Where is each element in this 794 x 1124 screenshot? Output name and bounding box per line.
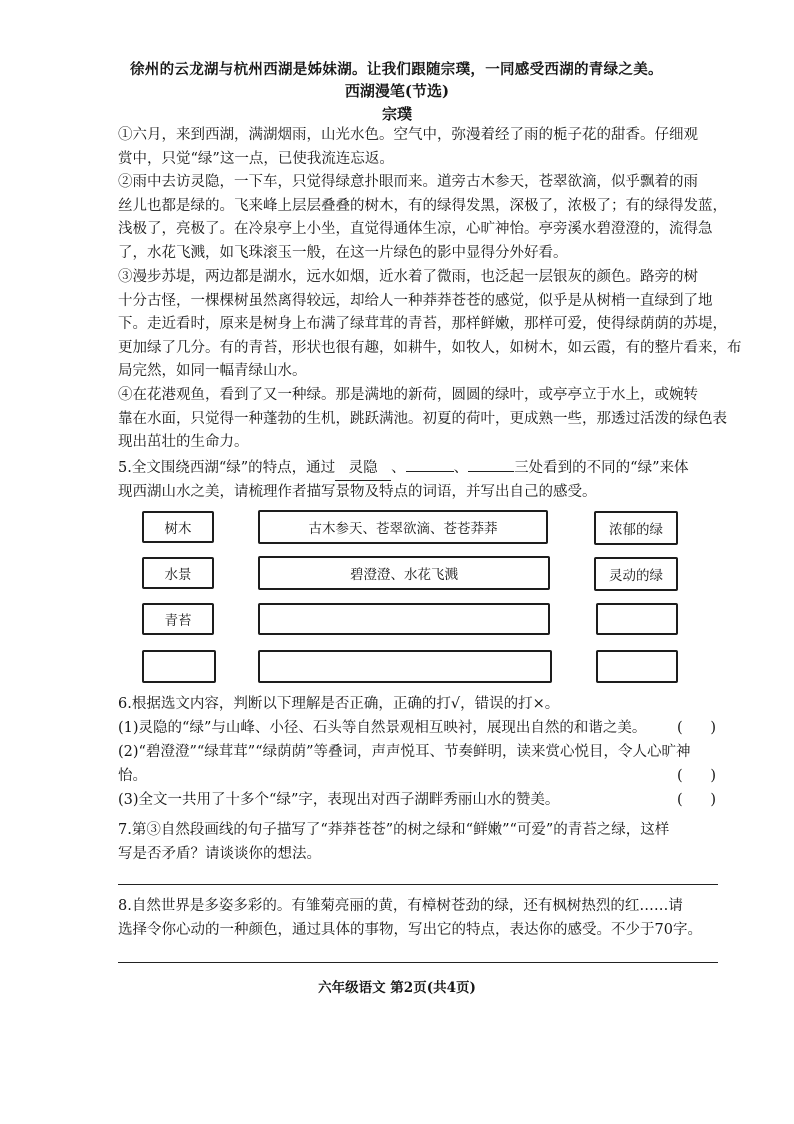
q6-item-3: (3)全文一共用了十多个“绿”字，表现出对西子湖畔秀丽山水的赞美。 bbox=[118, 792, 560, 808]
table-feeling-4[interactable] bbox=[596, 650, 678, 683]
paragraph-line: 局完然，如同一幅青绿山水。 bbox=[118, 363, 307, 379]
q5-text-pre: 5.全文围绕西湖“绿”的特点，通过 bbox=[118, 460, 336, 476]
q5-blank-1[interactable]: 灵隐 bbox=[335, 456, 391, 481]
paragraph-line: 更加绿了几分。有的青苔，形状也很有趣，如耕牛，如牧人，如树木，如云霞，有的整片看来，布 bbox=[118, 339, 742, 356]
table-feeling-3[interactable] bbox=[596, 603, 678, 635]
paragraph-4 bbox=[118, 384, 727, 455]
paragraph-line: ①六月，来到西湖，满湖烟雨，山光水色。空气中，弥漫着经了雨的栀子花的甜香。仔细观 bbox=[118, 127, 698, 143]
table-feeling-1[interactable]: 浓郁的绿 bbox=[594, 511, 678, 545]
q8-line-1: 8.自然世界是多姿多彩的。有雏菊亮丽的黄，有樟树苍劲的绿，还有枫树热烈的红……请 bbox=[118, 898, 683, 914]
q6-item-1: (1)灵隐的“绿”与山峰、小径、石头等自然景观相互映衬，展现出自然的和谐之美。 bbox=[118, 720, 647, 736]
paragraph-line: 现出茁壮的生命力。 bbox=[118, 434, 249, 450]
article-author: 宗璞 bbox=[381, 105, 412, 123]
table-words-4[interactable] bbox=[258, 650, 552, 683]
question-8 bbox=[118, 894, 718, 942]
q6-item-2: (2)“碧澄澄”“绿茸茸”“绿荫荫”等叠词，声声悦耳、节奏鲜明，读来赏心悦目，令人心旷神 bbox=[118, 744, 691, 760]
q5-text-line2: 现西湖山水之美，请梳理作者描写景物及特点的词语，并写出自己的感受。 bbox=[118, 484, 597, 500]
q8-line-2: 选择令你心动的一种颜色，通过具体的事物，写出它的特点，表达你的感受。不少于70字。 bbox=[118, 922, 702, 938]
q5-blank-2[interactable] bbox=[406, 471, 454, 472]
q7-line-2: 写是否矛盾？请谈谈你的想法。 bbox=[118, 846, 321, 862]
table-object-4[interactable] bbox=[142, 650, 216, 683]
question-7 bbox=[118, 818, 718, 866]
table-feeling-2[interactable]: 灵动的绿 bbox=[594, 557, 678, 591]
paragraph-line: 靠在水面，只觉得一种蓬勃的生机，跳跃满池。初夏的荷叶，更成熟一些，那透过活泼的绿色表 bbox=[118, 410, 727, 427]
answer-line-q8[interactable] bbox=[118, 962, 718, 963]
table-object-1: 树木 bbox=[142, 511, 214, 543]
page-footer: 六年级语文 第2页(共4页) bbox=[318, 980, 476, 996]
paragraph-line: 十分古怪，一棵棵树虽然离得较远，却给人一种莽莽苍苍的感觉，似乎是从树梢一直绿到了地 bbox=[118, 292, 713, 309]
question-6 bbox=[118, 692, 718, 812]
paragraph-line: 赏中，只觉“绿”这一点，已使我流连忘返。 bbox=[118, 150, 394, 167]
table-words-1[interactable]: 古木参天、苍翠欲滴、苍苍莽莽 bbox=[258, 510, 548, 544]
q6-answer-2[interactable]: ( ) bbox=[677, 768, 716, 784]
q6-stem: 6.根据选文内容，判断以下理解是否正确，正确的打√，错误的打×。 bbox=[118, 696, 560, 712]
table-object-3: 青苔 bbox=[142, 603, 214, 635]
q7-line-1: 7.第③自然段画线的句子描写了“莽莽苍苍”的树之绿和“鲜嫩”“可爱”的青苔之绿，这样 bbox=[118, 822, 670, 838]
q6-answer-3[interactable]: ( ) bbox=[677, 792, 716, 808]
paragraph-line: ③漫步苏堤，两边都是湖水，远水如烟，近水着了微雨，也泛起一层银灰的颜色。路旁的树 bbox=[118, 269, 698, 285]
q5-text-post: 三处看到的不同的“绿”来体 bbox=[514, 460, 689, 476]
table-words-2[interactable]: 碧澄澄、水花飞溅 bbox=[258, 556, 550, 590]
answer-line-q7[interactable] bbox=[118, 884, 718, 885]
paragraph-2 bbox=[118, 171, 727, 265]
question-5: 5.全文围绕西湖“绿”的特点，通过 灵隐 、 、 三处看到的不同的“绿”来体 现西湖山水之美，请梳理作者描写景物及特点的词语，并写出自己的感受。 bbox=[118, 456, 718, 504]
paragraph-line: 丝儿也都是绿的。飞来峰上层层叠叠的树木，有的绿得发黑，深极了，浓极了；有的绿得发蓝， bbox=[118, 197, 727, 214]
paragraph-1 bbox=[118, 124, 718, 171]
table-object-2: 水景 bbox=[142, 557, 214, 589]
paragraph-line: 了，水花飞溅，如飞珠滚玉一般，在这一片绿色的影中显得分外好看。 bbox=[118, 244, 568, 261]
paragraph-line: 下。走近看时，原来是树身上布满了绿茸茸的青苔，那样鲜嫩，那样可爱，使得绿荫荫的苏堤， bbox=[118, 316, 727, 332]
paragraph-3 bbox=[118, 266, 742, 384]
paragraph-line: 浅极了，亮极了。在冷泉亭上小坐，直觉得通体生凉，心旷神怡。亭旁溪水碧澄澄的，流得急 bbox=[118, 221, 713, 237]
table-words-3[interactable] bbox=[258, 603, 550, 635]
article-title: 西湖漫笔(节选) bbox=[344, 82, 450, 100]
intro-text: 徐州的云龙湖与杭州西湖是姊妹湖。让我们跟随宗璞，一同感受西湖的青绿之美。 bbox=[130, 61, 663, 78]
q6-item-2-cont: 怡。 bbox=[118, 768, 147, 784]
paragraph-line: ④在花港观鱼，看到了又一种绿。那是满地的新荷，圆圆的绿叶，或亭亭立于水上，或婉转 bbox=[118, 387, 698, 403]
q6-answer-1[interactable]: ( ) bbox=[677, 720, 716, 736]
paragraph-line: ②雨中去访灵隐，一下车，只觉得绿意扑眼而来。道旁古木参天，苍翠欲滴，似乎飘着的雨 bbox=[118, 174, 698, 190]
q5-blank-3[interactable] bbox=[468, 471, 514, 472]
